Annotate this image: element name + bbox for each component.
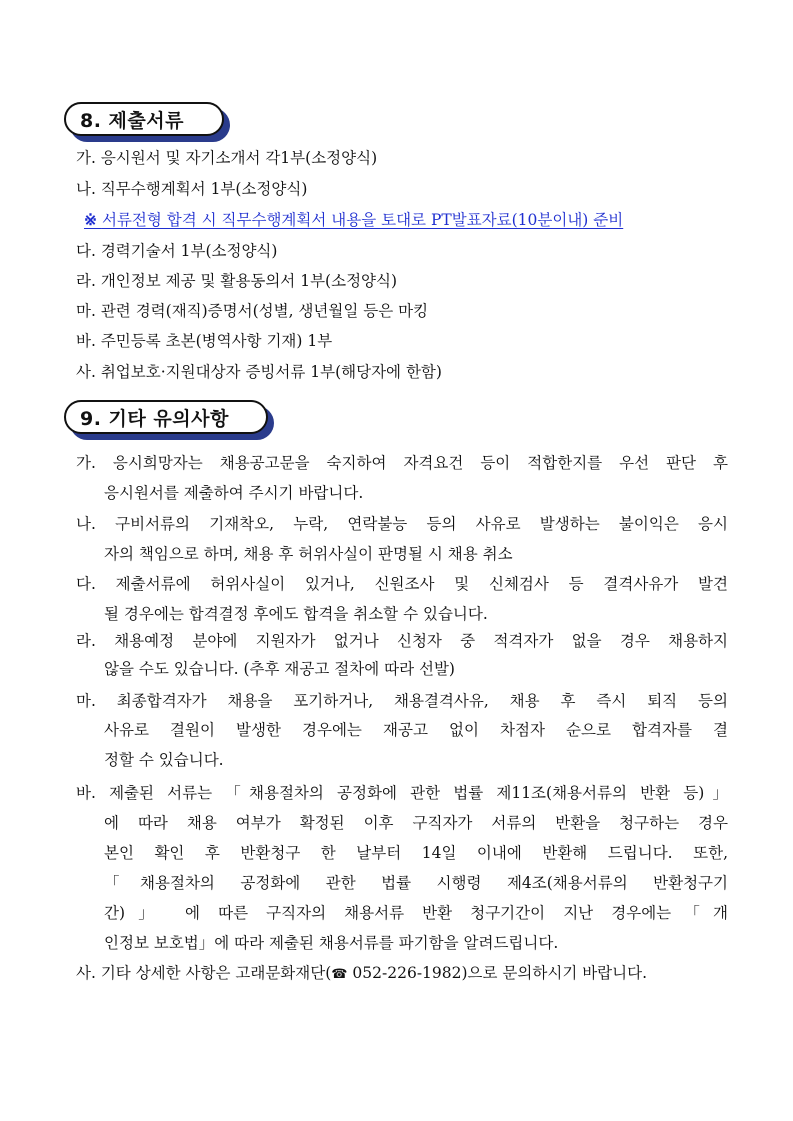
phone-icon: ☎ xyxy=(331,967,348,982)
note-text: 서류전형 합격 시 직무수행계획서 내용을 토대로 PT발표자료(10분이내) 준비 xyxy=(101,211,624,229)
section-8-header xyxy=(64,102,224,136)
section-9-title: 9. 기타 유의사항 xyxy=(64,400,268,434)
section-8-title: 8. 제출서류 xyxy=(64,102,224,136)
section-9-header xyxy=(64,400,268,434)
reference-mark-icon: ※ xyxy=(84,210,97,229)
document-page: 8. 제출서류 가. 응시원서 및 자기소개서 각1부(소정양식) 나. 직무수행계획서 1부(소정양식) ※ 서류전형 합격 시 직무수행계획서 내용을 토대로 PT발표자료(10분이내) 준비 다. 경력기술서 1부(소정양식) 라. 개인정보 제공 및 활용동의서 1부(소정양식) 마. 관련 경력(재직)증명서(성별, 생년월일 등은 마킹 바. 주민등록 초본(병역사항 기재) 1부 사. 취업보호·지원대상자 증빙서류 1부(해당자에 한함) 9. 기타 유의사항 가. 응시희망자는 채용공고문을 숙지하여 자격요건 등이 적합한지를 우선 판단 후 응시원서를 제출하여 주시기 바랍니다. 나. 구비서류의 기재착오, 누락, 연락불능 등의 사유로 발생하는 불이익은 응시 자의 책임으로 하며, 채용 후 허위사실이 판명될 시 채용 취소 다. 제출서류에 허위사실이 있거나, 신원조사 및 신체검사 등 결격사유가 발견 될 경우에는 합격결정 후에도 합격을 취소할 수 있습니다. 라. 채용예정 분야에 지원자가 없거나 신청자 중 적격자가 없을 경우 채용하지 않을 수도 있습니다. (추후 재공고 절차에 따라 선발) 마. 최종합격자가 채용을 포기하거나, 채용결격사유, 채용 후 즉시 퇴직 등의 사유로 결원이 발생한 경우에는 재공고 없이 차점자 순으로 합격자를 결 정할 수 있습니다. 바. 제출된 서류는 「채용절차의 공정화에 관한 법률 제11조(채용서류의 반환 등)」 에 따라 채용 여부가 확정된 이후 구직자가 서류의 반환을 청구하는 경우 본인 확인 후 반환청구 한 날부터 14일 이내에 반환해 드립니다. 또한, 「채용절차의 공정화에 관한 법률 시행령 제4조(채용서류의 반환청구기 간)」 에 따른 구직자의 채용서류 반환 청구기간이 지난 경우에는「개 인정보 보호법」에 따라 제출된 채용서류를 파기함을 알려드립니다. 사. 기타 상세한 사항은 고래문화재단(☎ 052-226-1982)으로 문의하시기 바랍니다. xyxy=(0,0,793,1121)
